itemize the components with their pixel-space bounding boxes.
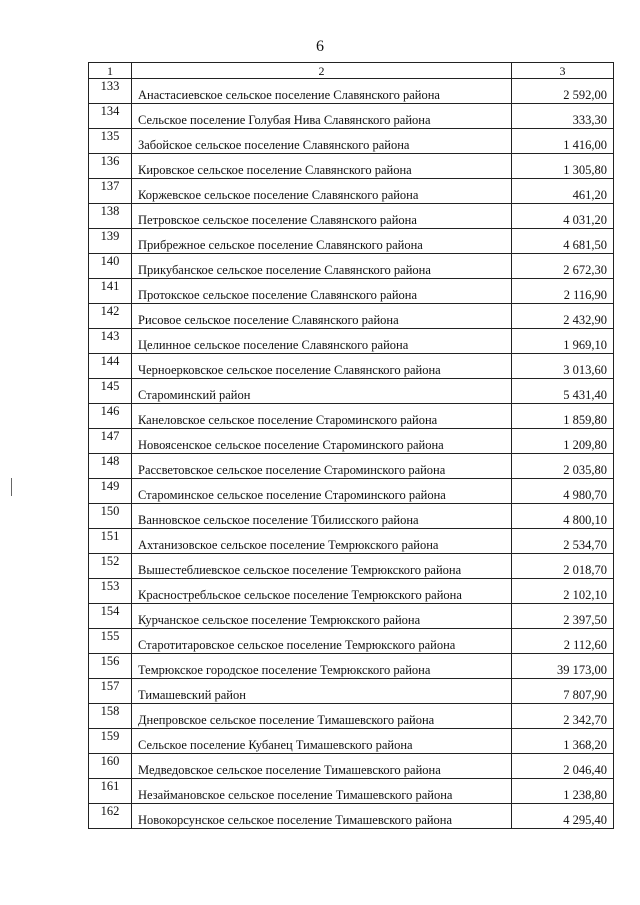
margin-mark <box>11 478 12 496</box>
row-number: 148 <box>89 454 132 479</box>
settlement-name: Красностребльское сельское поселение Темрюкского района <box>132 579 512 604</box>
row-number: 153 <box>89 579 132 604</box>
row-number: 134 <box>89 104 132 129</box>
amount-value: 333,30 <box>512 104 614 129</box>
amount-value: 2 342,70 <box>512 704 614 729</box>
table-row <box>89 129 614 154</box>
amount-value: 2 592,00 <box>512 79 614 104</box>
row-number: 149 <box>89 479 132 504</box>
amount-value: 461,20 <box>512 179 614 204</box>
row-number: 161 <box>89 779 132 804</box>
row-number: 142 <box>89 304 132 329</box>
row-number: 147 <box>89 429 132 454</box>
row-number: 154 <box>89 604 132 629</box>
settlement-name: Вышестеблиевское сельское поселение Темрюкского района <box>132 554 512 579</box>
amount-value: 2 112,60 <box>512 629 614 654</box>
row-number: 137 <box>89 179 132 204</box>
settlement-name: Протокское сельское поселение Славянского района <box>132 279 512 304</box>
table-row <box>89 629 614 654</box>
amount-value: 2 018,70 <box>512 554 614 579</box>
allocation-table <box>88 62 614 829</box>
table-row <box>89 79 614 104</box>
settlement-name: Кировское сельское поселение Славянского района <box>132 154 512 179</box>
row-number: 160 <box>89 754 132 779</box>
amount-value: 2 534,70 <box>512 529 614 554</box>
settlement-name: Новоясенское сельское поселение Староминского района <box>132 429 512 454</box>
amount-value: 4 681,50 <box>512 229 614 254</box>
amount-value: 2 035,80 <box>512 454 614 479</box>
settlement-name: Старотитаровское сельское поселение Темрюкского района <box>132 629 512 654</box>
settlement-name: Староминское сельское поселение Староминского района <box>132 479 512 504</box>
row-number: 155 <box>89 629 132 654</box>
settlement-name: Тимашевский район <box>132 679 512 704</box>
settlement-name: Целинное сельское поселение Славянского района <box>132 329 512 354</box>
row-number: 157 <box>89 679 132 704</box>
page-number: 6 <box>316 38 324 55</box>
settlement-name: Новокорсунское сельское поселение Тимашевского района <box>132 804 512 829</box>
amount-value: 2 672,30 <box>512 254 614 279</box>
settlement-name: Прикубанское сельское поселение Славянского района <box>132 254 512 279</box>
row-number: 150 <box>89 504 132 529</box>
table-row <box>89 779 614 804</box>
amount-value: 1 238,80 <box>512 779 614 804</box>
settlement-name: Темрюкское городское поселение Темрюкского района <box>132 654 512 679</box>
table-row <box>89 154 614 179</box>
settlement-name: Прибрежное сельское поселение Славянского района <box>132 229 512 254</box>
amount-value: 1 305,80 <box>512 154 614 179</box>
settlement-name: Староминский район <box>132 379 512 404</box>
table-row <box>89 279 614 304</box>
table-row <box>89 329 614 354</box>
settlement-name: Ванновское сельское поселение Тбилисского района <box>132 504 512 529</box>
table-row <box>89 304 614 329</box>
row-number: 139 <box>89 229 132 254</box>
table-row <box>89 504 614 529</box>
row-number: 159 <box>89 729 132 754</box>
amount-value: 5 431,40 <box>512 379 614 404</box>
table-row <box>89 354 614 379</box>
settlement-name: Черноерковское сельское поселение Славянского района <box>132 354 512 379</box>
amount-value: 2 046,40 <box>512 754 614 779</box>
row-number: 162 <box>89 804 132 829</box>
amount-value: 2 102,10 <box>512 579 614 604</box>
row-number: 152 <box>89 554 132 579</box>
table-row <box>89 104 614 129</box>
amount-value: 2 116,90 <box>512 279 614 304</box>
table-row <box>89 754 614 779</box>
amount-value: 2 397,50 <box>512 604 614 629</box>
settlement-name: Ахтанизовское сельское поселение Темрюкского района <box>132 529 512 554</box>
table-row <box>89 204 614 229</box>
amount-value: 1 209,80 <box>512 429 614 454</box>
settlement-name: Медведовское сельское поселение Тимашевского района <box>132 754 512 779</box>
table-row <box>89 229 614 254</box>
table-row <box>89 454 614 479</box>
table-row <box>89 404 614 429</box>
table-row <box>89 804 614 829</box>
table-row <box>89 529 614 554</box>
settlement-name: Анастасиевское сельское поселение Славянского района <box>132 79 512 104</box>
row-number: 156 <box>89 654 132 679</box>
table-row <box>89 679 614 704</box>
settlement-name: Курчанское сельское поселение Темрюкского района <box>132 604 512 629</box>
settlement-name: Сельское поселение Голубая Нива Славянского района <box>132 104 512 129</box>
settlement-name: Забойское сельское поселение Славянского района <box>132 129 512 154</box>
amount-value: 4 031,20 <box>512 204 614 229</box>
column-header-amount: 3 <box>512 63 614 79</box>
settlement-name: Днепровское сельское поселение Тимашевского района <box>132 704 512 729</box>
table-row <box>89 254 614 279</box>
row-number: 140 <box>89 254 132 279</box>
amount-value: 1 859,80 <box>512 404 614 429</box>
amount-value: 1 969,10 <box>512 329 614 354</box>
settlement-name: Петровское сельское поселение Славянского района <box>132 204 512 229</box>
row-number: 136 <box>89 154 132 179</box>
amount-value: 4 800,10 <box>512 504 614 529</box>
amount-value: 39 173,00 <box>512 654 614 679</box>
row-number: 135 <box>89 129 132 154</box>
row-number: 133 <box>89 79 132 104</box>
row-number: 146 <box>89 404 132 429</box>
row-number: 141 <box>89 279 132 304</box>
row-number: 145 <box>89 379 132 404</box>
row-number: 138 <box>89 204 132 229</box>
amount-value: 7 807,90 <box>512 679 614 704</box>
table-row <box>89 429 614 454</box>
settlement-name: Сельское поселение Кубанец Тимашевского района <box>132 729 512 754</box>
table-row <box>89 704 614 729</box>
row-number: 144 <box>89 354 132 379</box>
table-row <box>89 729 614 754</box>
amount-value: 4 980,70 <box>512 479 614 504</box>
settlement-name: Незаймановское сельское поселение Тимашевского района <box>132 779 512 804</box>
amount-value: 3 013,60 <box>512 354 614 379</box>
table-row <box>89 479 614 504</box>
table-body <box>89 79 614 829</box>
row-number: 143 <box>89 329 132 354</box>
column-header-name: 2 <box>132 63 512 79</box>
settlement-name: Канеловское сельское поселение Староминского района <box>132 404 512 429</box>
table-row <box>89 604 614 629</box>
table-row <box>89 654 614 679</box>
row-number: 158 <box>89 704 132 729</box>
amount-value: 2 432,90 <box>512 304 614 329</box>
column-header-number: 1 <box>89 63 132 79</box>
settlement-name: Рассветовское сельское поселение Староминского района <box>132 454 512 479</box>
amount-value: 4 295,40 <box>512 804 614 829</box>
settlement-name: Коржевское сельское поселение Славянского района <box>132 179 512 204</box>
table-row <box>89 179 614 204</box>
amount-value: 1 368,20 <box>512 729 614 754</box>
amount-value: 1 416,00 <box>512 129 614 154</box>
row-number: 151 <box>89 529 132 554</box>
table-row <box>89 379 614 404</box>
settlement-name: Рисовое сельское поселение Славянского района <box>132 304 512 329</box>
table-row <box>89 579 614 604</box>
table-row <box>89 554 614 579</box>
table-header-row <box>89 63 614 79</box>
